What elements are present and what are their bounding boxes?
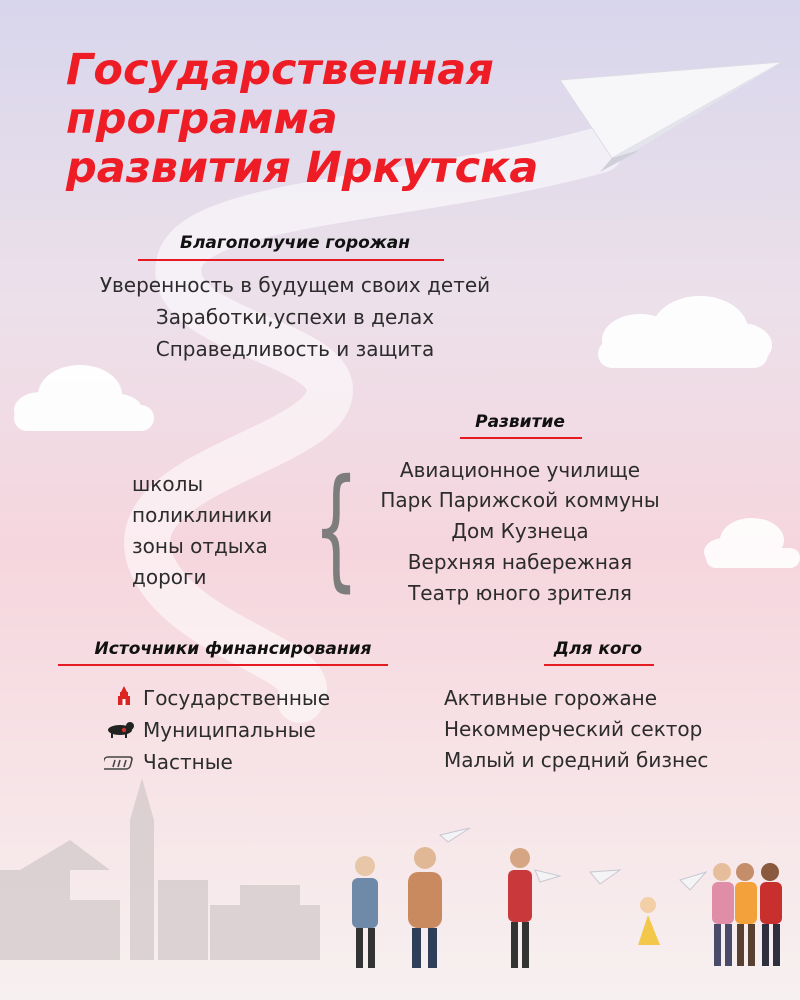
wellbeing-item: Заработки,успехи в делах xyxy=(155,305,435,329)
development-left-item: поликлиники xyxy=(132,503,273,527)
cloud-right-icon xyxy=(598,296,772,368)
people-illustration xyxy=(352,828,782,968)
curly-brace-icon: { xyxy=(313,451,360,605)
audience-item: Некоммерческий сектор xyxy=(444,717,703,741)
development-right-item: Дом Кузнеца xyxy=(451,519,589,543)
kremlin-tower-icon xyxy=(113,685,135,707)
development-left-item: дороги xyxy=(132,565,207,589)
development-left-item: зоны отдыха xyxy=(132,534,268,558)
page-title xyxy=(66,46,538,193)
funding-item: Частные xyxy=(143,750,233,774)
title-line-2: программа xyxy=(66,94,338,144)
tiger-emblem-icon xyxy=(104,718,136,740)
cloud-mid-icon xyxy=(704,518,800,568)
audience-underline xyxy=(544,664,654,666)
title-line-1: Государственная xyxy=(66,45,494,95)
city-silhouette xyxy=(0,778,320,960)
wellbeing-heading: Благополучие горожан xyxy=(180,233,410,253)
development-right-item: Парк Парижской коммуны xyxy=(380,488,660,512)
development-right-item: Авиационное училище xyxy=(399,458,641,482)
development-right-item: Верхняя набережная xyxy=(407,550,633,574)
wellbeing-item: Уверенность в будущем своих детей xyxy=(99,273,491,297)
cloud-left-icon xyxy=(14,365,154,431)
development-left-item: школы xyxy=(132,472,204,496)
audience-heading: Для кого xyxy=(553,639,643,659)
development-heading: Развитие xyxy=(475,412,565,432)
funding-item: Муниципальные xyxy=(143,718,316,742)
audience-item: Малый и средний бизнес xyxy=(444,748,709,772)
funding-heading: Источники финансирования xyxy=(94,639,372,659)
rzd-logo-icon xyxy=(104,752,136,774)
title-line-3: развития Иркутска xyxy=(66,143,539,193)
audience-item: Активные горожане xyxy=(444,686,658,710)
funding-item: Государственные xyxy=(143,686,331,710)
wellbeing-underline xyxy=(138,259,444,261)
funding-underline xyxy=(58,664,388,666)
wellbeing-item: Справедливость и защита xyxy=(155,337,435,361)
development-right-item: Театр юного зрителя xyxy=(408,581,632,605)
development-underline xyxy=(460,437,582,439)
